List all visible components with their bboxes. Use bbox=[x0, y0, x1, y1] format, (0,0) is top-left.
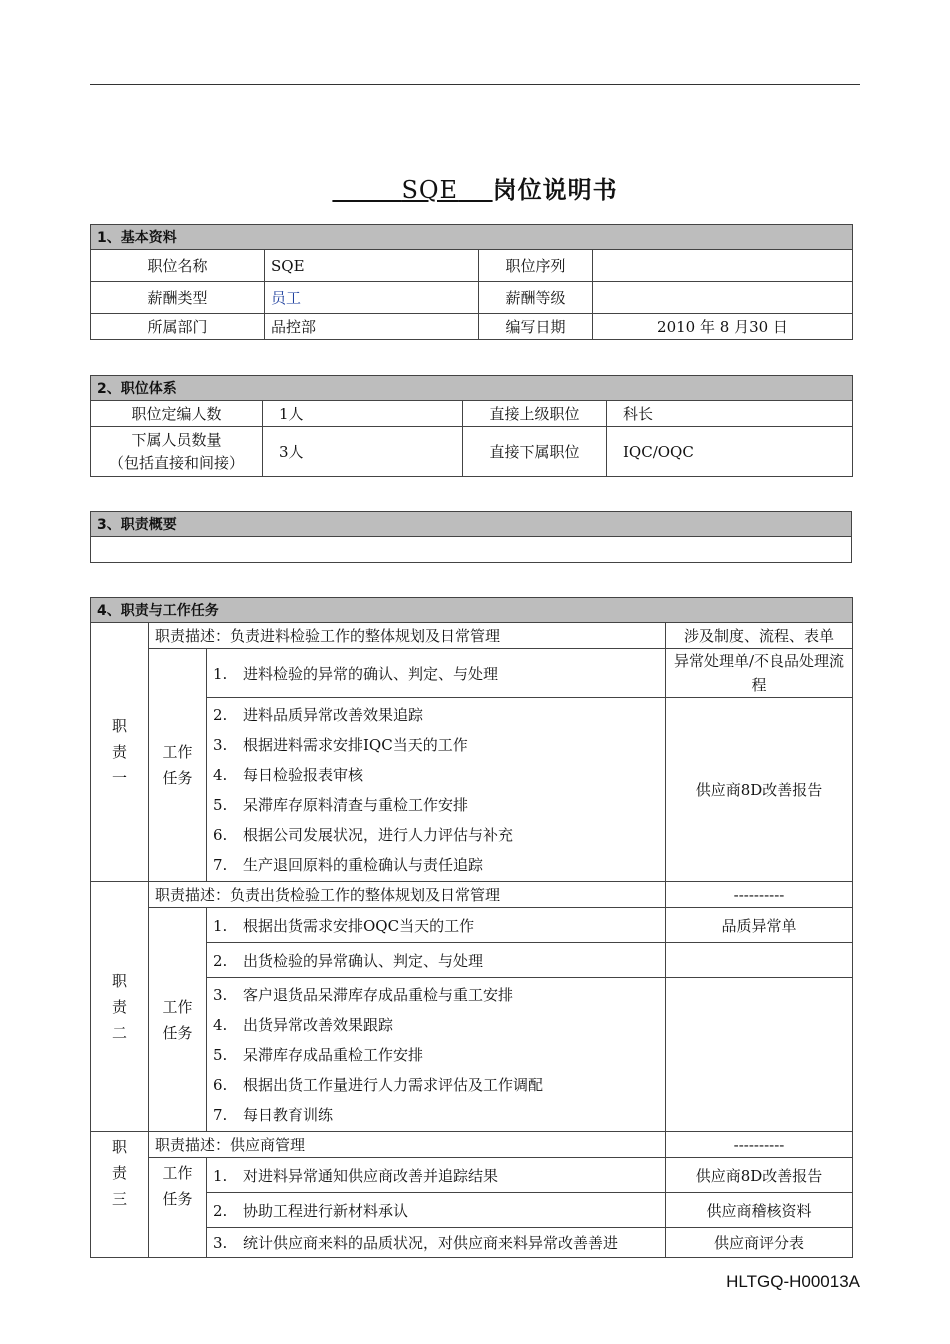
basic-info-table bbox=[90, 224, 853, 340]
duty-ref: ---------- bbox=[666, 882, 853, 908]
cell-value bbox=[593, 250, 853, 282]
duty-label: 职 责 三 bbox=[91, 1132, 149, 1258]
task-ref: 异常处理单/不良品处理流程 bbox=[666, 649, 853, 698]
cell-label: 直接上级职位 bbox=[463, 401, 607, 427]
task-item: 3. 统计供应商来料的品质状况，对供应商来料异常改善善进 bbox=[207, 1228, 666, 1258]
task-item: 1. 根据出货需求安排OQC当天的工作 bbox=[207, 908, 666, 943]
section-header: 1、基本资料 bbox=[91, 225, 853, 250]
duty-ref: ---------- bbox=[666, 1132, 853, 1158]
task-ref: 供应商8D改善报告 bbox=[666, 1158, 853, 1193]
cell-value: 1人 bbox=[263, 401, 463, 427]
task-item: 1. 进料检验的异常的确认、判定、与处理 bbox=[207, 649, 666, 698]
section-header: 2、职位体系 bbox=[91, 376, 853, 401]
task-list: 2. 进料品质异常改善效果追踪 3. 根据进料需求安排IQC当天的工作 4. 每日检验报表审核 5. 呆滞库存原料清查与重检工作安排 6. 根据公司发展状况，进行人力评估与补充 7. 生产退回原料的重检确认与责任追踪 bbox=[207, 698, 666, 882]
duty-label: 职 责 一 bbox=[91, 623, 149, 882]
cell-label: 所属部门 bbox=[91, 314, 265, 340]
section-header: 3、职责概要 bbox=[91, 512, 852, 537]
task-ref bbox=[666, 978, 853, 1132]
duty-ref: 涉及制度、流程、表单 bbox=[666, 623, 853, 649]
cell-label: 下属人员数量 （包括直接和间接） bbox=[91, 427, 263, 477]
cell-value: 3人 bbox=[263, 427, 463, 477]
cell-label: 编写日期 bbox=[479, 314, 593, 340]
duty-description: 职责描述：负责出货检验工作的整体规划及日常管理 bbox=[149, 882, 666, 908]
cell-label: 直接下属职位 bbox=[463, 427, 607, 477]
title-code-underlined: SQE bbox=[401, 176, 459, 204]
cell-label: 薪酬等级 bbox=[479, 282, 593, 314]
task-item: 2. 出货检验的异常确认、判定、与处理 bbox=[207, 943, 666, 978]
cell-value: 品控部 bbox=[265, 314, 479, 340]
cell-label: 职位序列 bbox=[479, 250, 593, 282]
duty-description: 职责描述：供应商管理 bbox=[149, 1132, 666, 1158]
task-item: 1. 对进料异常通知供应商改善并追踪结果 bbox=[207, 1158, 666, 1193]
section-header: 4、职责与工作任务 bbox=[91, 598, 853, 623]
task-label: 工作 任务 bbox=[149, 908, 207, 1132]
task-item: 2. 协助工程进行新材料承认 bbox=[207, 1193, 666, 1228]
title-suffix: 岗位说明书 bbox=[492, 175, 618, 204]
duties-table bbox=[90, 597, 853, 1258]
task-ref: 供应商8D改善报告 bbox=[666, 698, 853, 882]
task-label: 工作 任务 bbox=[149, 649, 207, 882]
task-ref: 供应商评分表 bbox=[666, 1228, 853, 1258]
header-rule bbox=[90, 84, 860, 85]
cell-value: IQC/OQC bbox=[607, 427, 853, 477]
cell-value: 员工 bbox=[265, 282, 479, 314]
summary-content bbox=[91, 537, 852, 563]
cell-label: 职位名称 bbox=[91, 250, 265, 282]
document-code: HLTGQ-H00013A bbox=[726, 1272, 860, 1291]
cell-label: 职位定编人数 bbox=[91, 401, 263, 427]
task-list: 3. 客户退货品呆滞库存成品重检与重工安排 4. 出货异常改善效果跟踪 5. 呆滞库存成品重检工作安排 6. 根据出货工作量进行人力需求评估及工作调配 7. 每日教育训练 bbox=[207, 978, 666, 1132]
position-system-table bbox=[90, 375, 853, 477]
cell-value: 2010 年 8 月30 日 bbox=[593, 314, 853, 340]
responsibility-summary-table bbox=[90, 511, 852, 563]
cell-label: 薪酬类型 bbox=[91, 282, 265, 314]
task-ref bbox=[666, 943, 853, 978]
duty-description: 职责描述：负责进料检验工作的整体规划及日常管理 bbox=[149, 623, 666, 649]
duty-label: 职 责 二 bbox=[91, 882, 149, 1132]
cell-value: 科长 bbox=[607, 401, 853, 427]
task-label: 工作 任务 bbox=[149, 1158, 207, 1258]
task-ref: 品质异常单 bbox=[666, 908, 853, 943]
cell-value bbox=[593, 282, 853, 314]
task-ref: 供应商稽核资料 bbox=[666, 1193, 853, 1228]
page-title bbox=[0, 170, 950, 205]
cell-value: SQE bbox=[265, 250, 479, 282]
